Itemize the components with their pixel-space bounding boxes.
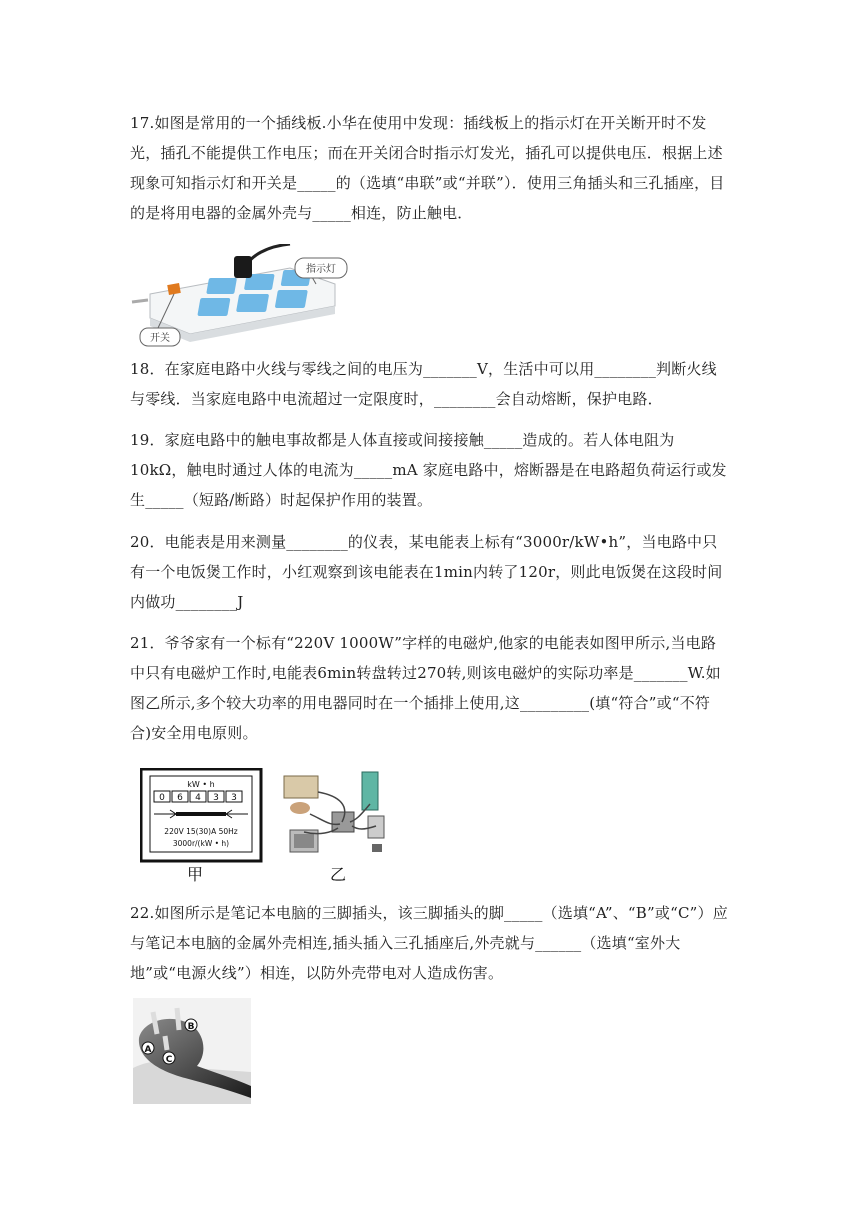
meter-unit: kW • h: [187, 780, 215, 789]
electric-meter-figure: [140, 768, 264, 886]
question-18: 18．在家庭电路中火线与零线之间的电压为_______V，生活中可以用________判断火线与零线．当家庭电路中电流超过一定限度时，________会自动熔断，保护电路．: [130, 360, 717, 408]
pin-label-a: A: [144, 1045, 152, 1055]
question-17: 17.如图是常用的一个插线板.小华在使用中发现：插线板上的指示灯在开关断开时不发光，插孔不能提供工作电压；而在开关闭合时指示灯发光，插孔可以提供电压．根据上述现象可知指示灯和开关是_____的（选填“串联”或“并联”）．使用三角插头和三孔插座，目的是将用电器的金属外壳与_____相连，防止触电．: [130, 114, 725, 222]
indicator-label: 指示灯: [306, 264, 336, 275]
caption-yi: 乙: [329, 865, 347, 884]
meter-digit-4: 3: [213, 793, 219, 803]
meter-digit-1: 0: [159, 793, 165, 803]
meter-constant: 3000r/(kW • h): [172, 839, 230, 848]
meter-digit-2: 6: [177, 793, 183, 803]
power-strip-figure: [130, 244, 360, 348]
pin-label-c: C: [165, 1055, 173, 1065]
meter-rating: 220V 15(30)A 50Hz: [164, 827, 238, 836]
meter-digit-5: 3: [231, 793, 237, 803]
question-22: 22.如图所示是笔记本电脑的三脚插头，该三脚插头的脚_____（选填“A”、“B”或“C”）应与笔记本电脑的金属外壳相连,插头插入三孔插座后,外壳就与______（选填“室外大地”或“电源火线”）相连，以防外壳带电对人造成伤害。: [130, 904, 728, 982]
caption-jia: 甲: [186, 865, 204, 884]
switch-label: 开关: [150, 333, 170, 344]
pin-label-b: B: [187, 1022, 195, 1032]
overloaded-outlet-figure: [280, 766, 400, 886]
question-21: 21．爷爷家有一个标有“220V 1000W”字样的电磁炉,他家的电能表如图甲所示,当电路中只有电磁炉工作时,电能表6min转盘转过270转,则该电磁炉的实际功率是_______W.如图乙所示,多个较大功率的用电器同时在一个插排上使用,这_________(填“符合”或“不符合)安全用电原则。: [130, 634, 721, 742]
meter-digit-3: 4: [195, 793, 201, 803]
question-19: 19．家庭电路中的触电事故都是人体直接或间接接触_____造成的。若人体电阻为10kΩ，触电时通过人体的电流为_____mA 家庭电路中，熔断器是在电路超负荷运行或发生_____（短路/断路）时起保护作用的装置。: [130, 431, 727, 509]
question-20: 20．电能表是用来测量________的仪表，某电能表上标有“3000r/kW•h”，当电路中只有一个电饭煲工作时，小红观察到该电能表在1min内转了120r，则此电饭煲在这段时间内做功________J: [130, 533, 723, 611]
three-pin-plug-figure: [133, 998, 251, 1104]
